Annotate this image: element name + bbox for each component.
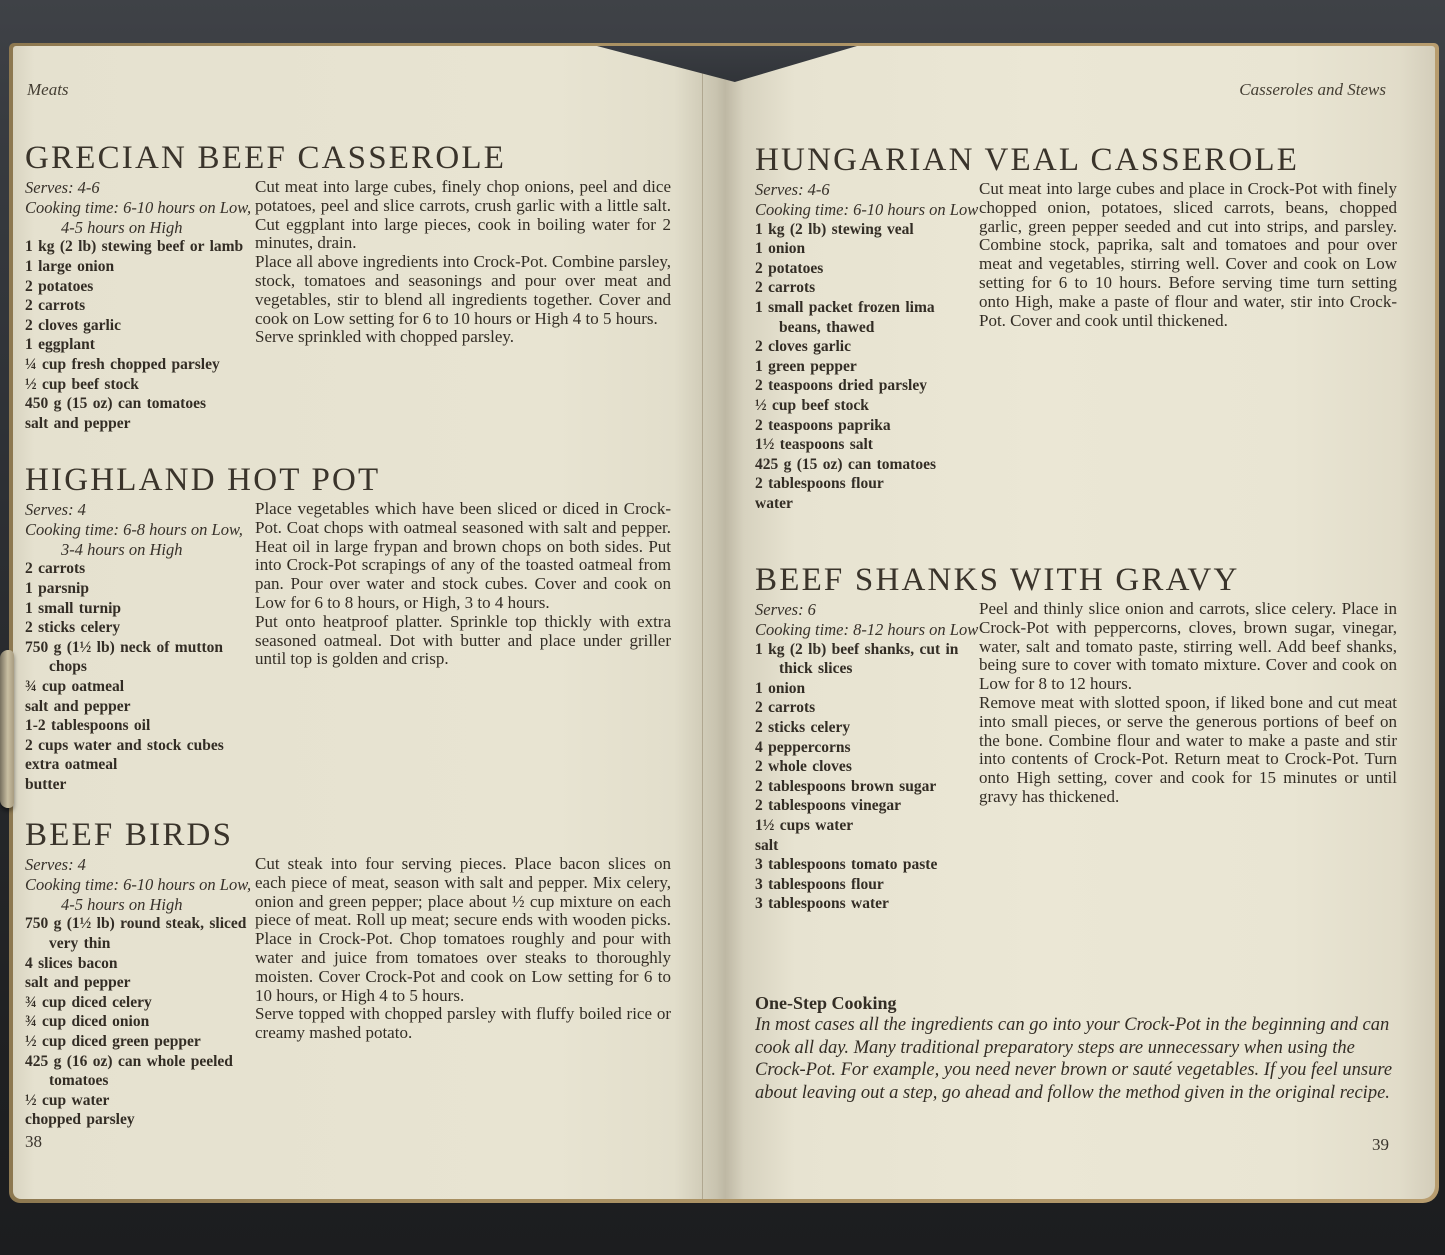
ingredient-item: butter [25, 775, 67, 793]
recipe-body [755, 180, 1397, 514]
ingredient-item: 2 teaspoons dried parsley [755, 377, 927, 395]
ingredient-item: ½ cup beef stock [25, 375, 139, 393]
ingredient-item: 2 carrots [25, 560, 86, 578]
ingredients-column [25, 855, 255, 1130]
recipe-section [755, 142, 1397, 514]
instruction-paragraph: Serve sprinkled with chopped parsley. [255, 327, 515, 347]
recipe-title: BEEF BIRDS [25, 817, 234, 853]
instructions-column [979, 600, 1397, 914]
instruction-paragraph: Cut meat into large cubes, finely chop onions, peel and dice potatoes, peel and slice carrots, crush garlic with a little salt. Cut eggplant into large pieces, cook in boiling water for 2 minutes, drain. [255, 177, 671, 253]
ingredient-item: salt [755, 836, 779, 854]
recipe-body [25, 178, 671, 433]
ingredient-item: 1 onion [755, 679, 806, 697]
instruction-paragraph: Remove meat with slotted spoon, if liked bone and cut meat into small pieces, or serve the generous portions of beef on the bone. Combine flour and water to make a paste and stir into contents of Crock-Pot. Return meat to Crock-Pot. Turn onto High setting, cover and cook for 15 minutes or until gravy has thickened. [979, 692, 1397, 806]
ingredients-column [25, 500, 255, 795]
instructions-column [255, 500, 671, 795]
ingredient-item: 2 tablespoons flour [755, 475, 884, 493]
ingredient-item: salt and pepper [25, 697, 131, 715]
ingredient-item: ¼ cup fresh chopped parsley [25, 355, 220, 373]
ingredient-item: 2 tablespoons brown sugar [755, 777, 937, 795]
ingredient-item: 1 kg (2 lb) stewing veal [755, 220, 914, 238]
recipe-section [25, 140, 671, 433]
ingredient-item: 1½ teaspoons salt [755, 436, 873, 454]
cooking-time-line: Cooking time: 6-10 hours on Low, 4-5 hours on High [25, 874, 252, 914]
instructions-column [255, 178, 671, 433]
ingredient-item: 1½ cups water [755, 816, 854, 834]
ingredient-item: 1 onion [755, 240, 806, 258]
recipe-title: GRECIAN BEEF CASSEROLE [25, 140, 507, 176]
page-number-left: 38 [25, 1132, 42, 1151]
recipe-body [25, 500, 671, 795]
ingredient-item: 2 carrots [25, 297, 86, 315]
recipe-section [25, 462, 671, 795]
running-head-right: Casseroles and Stews [1239, 80, 1386, 99]
ingredient-item: 4 slices bacon [25, 954, 118, 972]
ingredients-column [755, 600, 979, 914]
recipe-title: HUNGARIAN VEAL CASSEROLE [755, 142, 1300, 178]
ingredient-item: 2 sticks celery [25, 619, 121, 637]
recipe-section [25, 817, 671, 1130]
ingredient-item: ½ cup water [25, 1091, 110, 1109]
serves-line: Serves: 4-6 [755, 180, 830, 199]
recipe-title: BEEF SHANKS WITH GRAVY [755, 562, 1240, 598]
page-number-right: 39 [1372, 1135, 1389, 1154]
serves-line: Serves: 4 [25, 855, 86, 874]
ingredient-item: 450 g (15 oz) can tomatoes [25, 395, 206, 413]
cooking-time-line: Cooking time: 6-10 hours on Low [755, 199, 979, 219]
ingredient-item: 2 potatoes [25, 277, 94, 295]
ingredient-item: 425 g (15 oz) can tomatoes [755, 455, 936, 473]
ingredient-item: 3 tablespoons flour [755, 875, 884, 893]
ingredient-item: 1 small turnip [25, 599, 122, 617]
ingredient-item: 2 carrots [755, 699, 816, 717]
page-right [723, 46, 1435, 1199]
instructions-column [979, 180, 1397, 514]
ingredient-item: 1 small packet frozen lima beans, thawed [755, 298, 935, 336]
cooking-time-line: Cooking time: 6-8 hours on Low, 3-4 hours on High [25, 519, 243, 559]
ingredient-item: 2 teaspoons paprika [755, 416, 891, 434]
ingredient-item: 1 kg (2 lb) stewing beef or lamb [25, 238, 244, 256]
instructions-column [255, 855, 671, 1130]
ingredient-item: 2 whole cloves [755, 758, 852, 776]
page-left [13, 46, 723, 1199]
note-title: One-Step Cooking [755, 993, 897, 1013]
ingredients-column [755, 180, 979, 514]
ingredient-list [25, 559, 255, 794]
ingredient-item: 1 parsnip [25, 579, 89, 597]
open-book [13, 46, 1435, 1199]
ingredient-item: 2 potatoes [755, 259, 824, 277]
instruction-paragraph: Place vegetables which have been sliced or diced in Crock-Pot. Coat chops with oatmeal seasoned with salt and pepper. Heat oil in large frypan and brown chops on both sides. Put into Crock-Pot scrapings of any of the toasted oatmeal from pan. Pour over water and stock cubes. Cover and cook on Low for 6 to 8 hours, or High, 3 to 4 hours. [255, 499, 671, 612]
page-edge-curl [0, 650, 14, 808]
ingredient-item: 1 green pepper [755, 357, 857, 375]
ingredient-item: water [755, 494, 793, 512]
instruction-paragraph: Peel and thinly slice onion and carrots, slice celery. Place in Crock-Pot with peppercorns, cloves, brown sugar, vinegar, water, salt and tomato paste, stirring well. Add beef shanks, being sure to cover with tomato mixture. Cover and cook on Low for 8 to 12 hours. [979, 599, 1397, 694]
ingredient-item: 2 tablespoons vinegar [755, 797, 901, 815]
cooking-time-line: Cooking time: 8-12 hours on Low [755, 619, 979, 639]
ingredient-item: 2 sticks celery [755, 718, 851, 736]
recipe-body [755, 600, 1397, 914]
serves-line: Serves: 6 [755, 600, 816, 619]
ingredient-item: 750 g (1½ lb) round steak, sliced very thin [25, 915, 247, 952]
ingredient-item: 750 g (1½ lb) neck of mutton chops [25, 638, 224, 676]
note-body: In most cases all the ingredients can go into your Crock-Pot in the beginning and can cook all day. Many traditional preparatory steps are unnecessary when using the Crock-Pot. For example, you need never brown or sauté vegetables. If you feel unsure about leaving out a step, go ahead and follow the method given in the original recipe. [755, 1015, 1393, 1103]
ingredient-item: 425 g (16 oz) can whole peeled tomatoes [25, 1052, 233, 1090]
recipe-title: HIGHLAND HOT POT [25, 462, 381, 498]
running-head-left: Meats [27, 80, 69, 99]
serves-line: Serves: 4-6 [25, 178, 100, 197]
instruction-paragraph: Put onto heatproof platter. Sprinkle top thickly with extra seasoned oatmeal. Dot with butter and place under griller until top is golden and crisp. [255, 611, 671, 669]
ingredients-column [25, 178, 255, 433]
instruction-paragraph: Cut steak into four serving pieces. Place bacon slices on each piece of meat, season with salt and pepper. Mix celery, onion and green pepper; place about ½ cup mixture on each piece of meat. Roll up meat; secure ends with wooden picks. Place in Crock-Pot. Chop tomatoes roughly and pour with water and juice from tomatoes over steaks to thoroughly moisten. Cover Crock-Pot and cook on Low setting for 6 to 10 hours, or High 4 to 5 hours. [255, 854, 671, 1005]
ingredient-item: 2 cloves garlic [755, 338, 851, 356]
ingredient-item: salt and pepper [25, 414, 131, 432]
recipe-section [755, 562, 1397, 914]
ingredient-item: ¾ cup oatmeal [25, 677, 125, 695]
recipe-body [25, 855, 671, 1130]
ingredient-item: chopped parsley [25, 1111, 135, 1129]
ingredient-item: 3 tablespoons tomato paste [755, 856, 938, 874]
ingredient-item: ½ cup beef stock [755, 396, 869, 414]
instruction-paragraph: Cut meat into large cubes and place in Crock-Pot with finely chopped onion, potatoes, sliced carrots, beans, chopped garlic, green pepper seeded and cut into strips, and parsley. Combine stock, paprika, salt and tomatoes and pour over meat and vegetables, stirring well. Cover and cook on Low setting for 6 to 10 hours. Before serving time turn setting onto High, make a paste of flour and water, stir into Crock-Pot. Cover and cook until thickened. [979, 179, 1397, 330]
ingredient-item: 4 peppercorns [755, 738, 851, 756]
ingredient-item: 2 carrots [755, 279, 816, 297]
ingredient-item: 2 cups water and stock cubes [25, 736, 224, 754]
cooking-time-line: Cooking time: 6-10 hours on Low, 4-5 hours on High [25, 197, 252, 237]
ingredient-item: extra oatmeal [25, 756, 118, 774]
one-step-cooking-note [755, 993, 1399, 1104]
ingredient-item: 1 kg (2 lb) beef shanks, cut in thick slices [755, 640, 959, 678]
ingredient-list [25, 914, 255, 1130]
ingredient-list [25, 237, 255, 433]
serves-line: Serves: 4 [25, 500, 86, 519]
ingredient-list [755, 640, 979, 914]
ingredient-item: salt and pepper [25, 974, 131, 992]
ingredient-item: 2 cloves garlic [25, 316, 121, 334]
ingredient-item: ¾ cup diced onion [25, 1013, 150, 1031]
ingredient-list [755, 220, 979, 514]
ingredient-item: ¾ cup diced celery [25, 993, 152, 1011]
instruction-paragraph: Place all above ingredients into Crock-Pot. Combine parsley, stock, tomatoes and seasonings and pour over meat and vegetables, stir to blend all ingredients together. Cover and cook on Low setting for 6 to 10 hours or High 4 to 5 hours. [255, 252, 671, 328]
instruction-paragraph: Serve topped with chopped parsley with fluffy boiled rice or creamy mashed potato. [255, 1004, 671, 1043]
ingredient-item: 1 large onion [25, 257, 115, 275]
ingredient-item: 1 eggplant [25, 336, 95, 354]
ingredient-item: 1-2 tablespoons oil [25, 717, 151, 735]
ingredient-item: 3 tablespoons water [755, 895, 889, 913]
ingredient-item: ½ cup diced green pepper [25, 1032, 201, 1050]
